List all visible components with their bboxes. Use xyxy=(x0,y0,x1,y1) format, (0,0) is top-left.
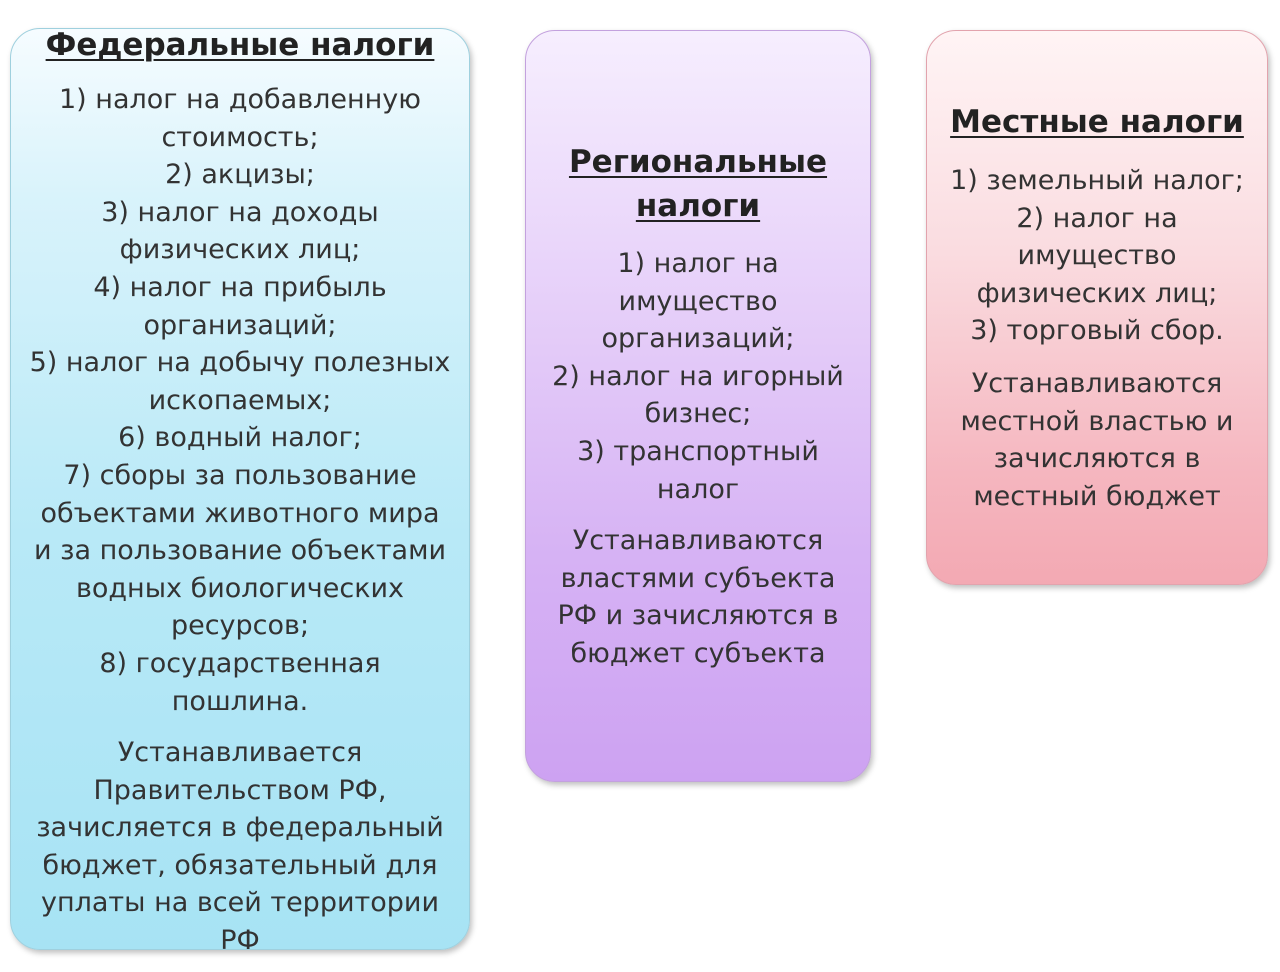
list-item: 5) налог на добычу полезных ископаемых; xyxy=(29,347,451,416)
list-item: 2) налог на имущество физических лиц; xyxy=(976,202,1218,309)
local-taxes-card xyxy=(926,30,1268,585)
federal-title: Федеральные налоги xyxy=(45,27,435,63)
list-item: 8) государственная пошлина. xyxy=(99,647,381,717)
list-item: 2) акцизы; xyxy=(165,159,315,191)
regional-note: Устанавливаются властями субъекта РФ и зачисляются в бюджет субъекта xyxy=(557,525,839,669)
regional-taxes-card xyxy=(525,30,871,782)
local-note: Устанавливаются местной властью и зачисляются в местный бюджет xyxy=(960,368,1234,512)
list-item: 1) налог на добавленную стоимость; xyxy=(59,84,421,153)
list-item: 7) сборы за пользование объектами животного мира и за пользование объектами водных биологических ресурсов; xyxy=(33,459,447,642)
list-item: 3) торговый сбор. xyxy=(970,315,1224,347)
list-item: 3) налог на доходы физических лиц; xyxy=(101,196,379,266)
list-item: 3) транспортный налог xyxy=(577,435,819,505)
list-item: 2) налог на игорный бизнес; xyxy=(552,360,844,430)
federal-taxes-card xyxy=(10,27,470,956)
federal-note: Устанавливается Правительством РФ, зачисляется в федеральный бюджет, обязательный для уплаты на всей территории РФ xyxy=(36,737,444,956)
local-tax-list xyxy=(927,162,1267,350)
list-item: 6) водный налог; xyxy=(118,422,362,454)
local-title: Местные налоги xyxy=(950,104,1244,140)
regional-tax-list xyxy=(526,245,870,508)
list-item: 1) земельный налог; xyxy=(950,165,1244,196)
federal-tax-list xyxy=(11,81,469,720)
list-item: 4) налог на прибыль организаций; xyxy=(93,271,387,341)
list-item: 1) налог на имущество организаций; xyxy=(601,248,795,355)
regional-title: Региональные налоги xyxy=(568,144,828,224)
